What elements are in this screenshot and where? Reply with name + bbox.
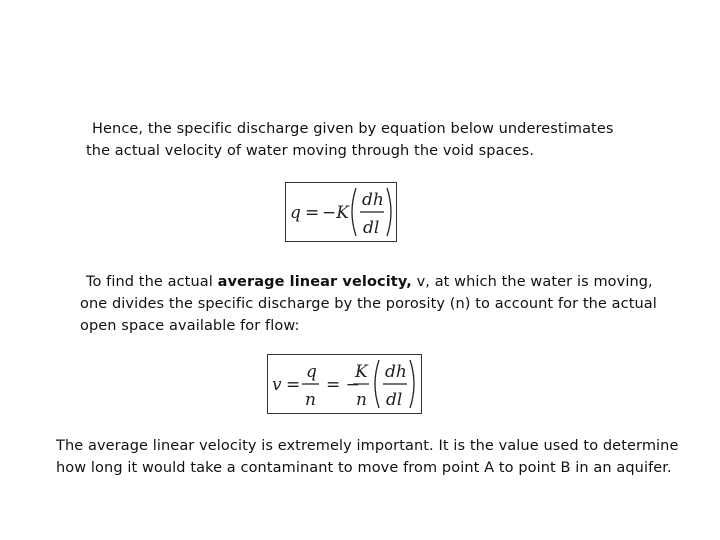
eq1-numerator: dh <box>362 190 384 210</box>
paragraph-3-line-2: how long it would take a contaminant to move from point A to point B in an aquifer. <box>56 460 672 476</box>
eq2-frac2-numerator: K <box>355 362 368 382</box>
eq2-frac3-denominator: dl <box>386 390 403 410</box>
eq2-left-paren <box>375 360 379 408</box>
paragraph-linear-velocity <box>80 271 660 337</box>
paragraph-specific-discharge <box>86 118 646 162</box>
eq1-minus-k: −K <box>322 203 349 223</box>
paragraph-1-line-1: Hence, the specific discharge given by equation below underestimates <box>92 121 614 137</box>
eq2-frac2-denominator: n <box>356 390 367 410</box>
equation-specific-discharge <box>285 182 397 242</box>
paragraph-1-line-2: the actual velocity of water moving through the void spaces. <box>86 143 535 159</box>
eq1-denominator: dl <box>363 218 380 238</box>
equation-linear-velocity <box>267 354 422 414</box>
eq1-lhs: q <box>290 203 301 223</box>
eq2-lhs: v <box>272 375 282 395</box>
paragraph-2-bold-term: average linear velocity, <box>217 274 412 290</box>
paragraph-2-line-2: one divides the specific discharge by the porosity (n) to account for the actual <box>80 296 657 312</box>
eq1-left-paren <box>352 188 356 236</box>
eq2-frac3-numerator: dh <box>385 362 407 382</box>
eq2-right-paren <box>410 360 414 408</box>
eq2-equals-1: = <box>286 375 301 395</box>
paragraph-2-line-3: open space available for flow: <box>80 318 300 334</box>
eq1-equals: = <box>305 203 320 223</box>
paragraph-2-line-1-suffix: v, at which the water is moving, <box>411 274 653 290</box>
eq1-right-paren <box>387 188 391 236</box>
eq2-equals-2: = − <box>326 375 360 395</box>
paragraph-2-line-1-prefix: To find the actual <box>86 274 218 290</box>
eq2-frac1-numerator: q <box>306 362 317 382</box>
eq2-frac1-denominator: n <box>305 390 316 410</box>
paragraph-3-line-1: The average linear velocity is extremely important. It is the value used to determine <box>56 438 679 454</box>
paragraph-2-line-1 <box>80 271 660 293</box>
paragraph-importance <box>56 435 686 479</box>
